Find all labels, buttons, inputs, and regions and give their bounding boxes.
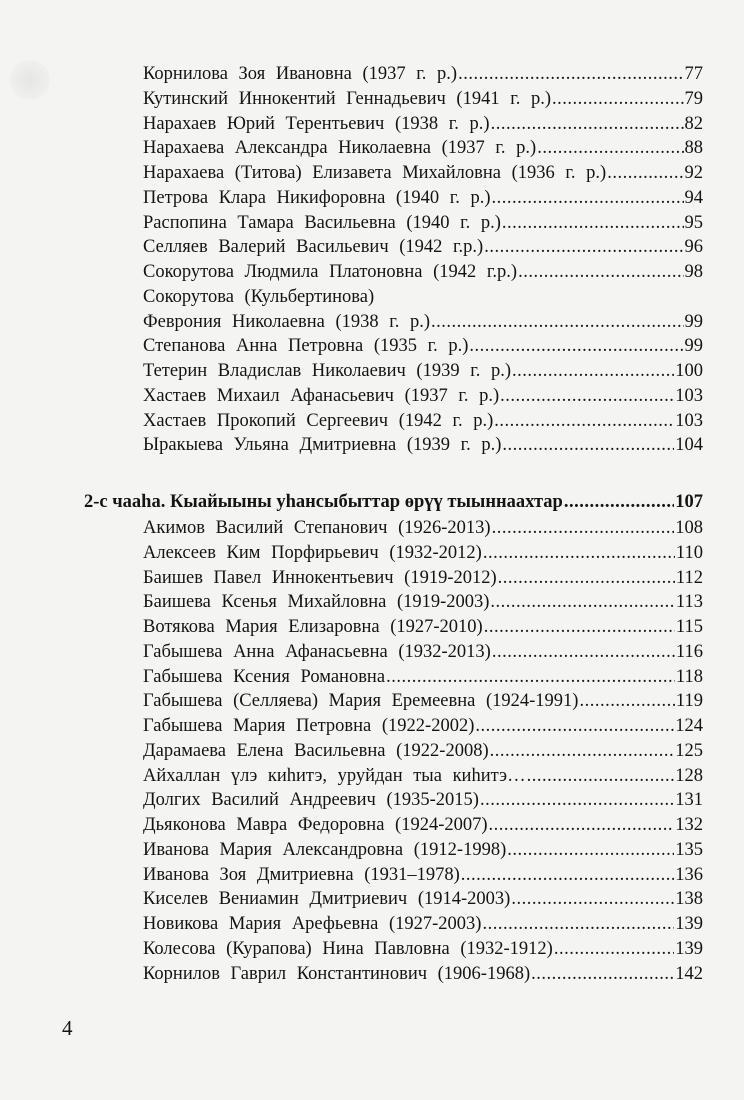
dot-leader: [518, 260, 683, 284]
toc-entry-page: 94: [684, 187, 703, 208]
dot-leader: [484, 235, 683, 259]
toc-entry: [143, 136, 703, 160]
toc-entry-page: 104: [675, 435, 703, 456]
toc-entry-page: 116: [675, 641, 703, 662]
toc-entry-page: 79: [684, 88, 703, 109]
toc-entry-page: 115: [675, 617, 703, 637]
toc-entry-page: 95: [684, 212, 703, 233]
toc-entry-title: Сокорутова Людмила Платоновна (1942 г.р.): [143, 262, 518, 282]
toc-entry: [143, 689, 703, 713]
toc-entry-page: 99: [684, 311, 703, 332]
dot-leader: [458, 62, 683, 86]
toc-entry-page: 77: [684, 64, 703, 84]
toc-entry: [143, 285, 703, 309]
toc-entry-page: 142: [675, 963, 703, 984]
dot-leader: [554, 937, 674, 961]
toc-entry: [143, 912, 703, 936]
toc-entry-title: Селляев Валерий Васильевич (1942 г.р.): [143, 237, 484, 258]
toc-entry: [143, 87, 703, 111]
toc-entry-page: 110: [675, 542, 703, 563]
toc-entry-page: 98: [684, 262, 703, 282]
toc-entry-page: 100: [675, 361, 703, 381]
toc-entry-title: Тетерин Владислав Николаевич (1939 г. р.): [143, 361, 511, 381]
toc-entry: [143, 334, 703, 358]
dot-leader: [480, 788, 674, 812]
toc-entry: [143, 838, 703, 862]
toc-entry-page: 112: [675, 567, 703, 588]
toc-entry-title: Акимов Василий Степанович (1926-2013): [143, 518, 491, 538]
toc-entry-title: Баишева Ксенья Михайловна (1919-2003): [143, 592, 490, 613]
toc-entry: [143, 590, 703, 614]
dot-leader: [461, 863, 674, 887]
dot-leader: [491, 112, 684, 136]
toc-entry: [143, 739, 703, 763]
toc-entry-page: 135: [675, 839, 703, 860]
toc-entry-title: Новикова Мария Арефьевна (1927-2003): [143, 914, 482, 934]
toc-entry-title: Колесова (Курапова) Нина Павловна (1932-1912): [143, 938, 553, 959]
toc-entry-page: 118: [675, 666, 703, 687]
toc-entry: [143, 566, 703, 590]
toc-entry: [143, 359, 703, 383]
toc-entry-title: Дьяконова Мавра Федоровна (1924-2007): [143, 815, 488, 835]
toc-entry: [143, 186, 703, 210]
toc-entry: [143, 384, 703, 408]
toc-entry-page: 82: [684, 113, 703, 134]
dot-leader: [607, 161, 683, 185]
toc-entry: [143, 161, 703, 185]
dot-leader: [492, 640, 675, 664]
toc-entry-title: Корнилов Гаврил Константинович (1906-1968): [143, 963, 531, 984]
dot-leader: [502, 211, 684, 235]
toc-entry-title: Иванова Зоя Дмитриевна (1931–1978): [143, 864, 460, 885]
dot-leader: [492, 186, 684, 210]
toc-entry: [143, 516, 703, 540]
toc-entry-title: Корнилова Зоя Ивановна (1937 г. р.): [143, 64, 458, 84]
toc-entry-title: Нарахаева Александра Николаевна (1937 г. р.): [143, 138, 537, 159]
toc-entry: [143, 541, 703, 565]
toc-entry-title: Баишев Павел Иннокентьевич (1919-2012): [143, 567, 497, 588]
dot-leader: [537, 136, 683, 160]
toc-entry-page: 131: [675, 790, 703, 811]
toc-entry-page: 119: [675, 691, 703, 712]
toc-entry-title: Габышева (Селляева) Мария Еремеевна (1924-1991): [143, 691, 579, 712]
dot-leader: [484, 615, 675, 639]
toc-entry-title: Нарахаева (Титова) Елизавета Михайловна (1936 г. р.): [143, 163, 607, 183]
toc-entry-page: 108: [675, 518, 703, 538]
toc-entry-page: 136: [675, 864, 703, 885]
toc-entry: [143, 235, 703, 259]
toc-entry-page: 96: [684, 237, 703, 258]
toc-entry-title: Феврония Николаевна (1938 г. р.): [143, 311, 431, 332]
toc-entry-title: Степанова Анна Петровна (1935 г. р.): [143, 336, 469, 357]
toc-entry-title: Габышева Ксения Романовна: [143, 666, 386, 687]
toc-entry: [143, 640, 703, 664]
toc-entry: [143, 260, 703, 284]
toc-entry-title: Сокорутова (Кульбертинова): [143, 286, 375, 307]
toc-entry-title: Петрова Клара Никифоровна (1940 г. р.): [143, 187, 491, 208]
dot-leader: [527, 764, 675, 788]
toc-entry-title: Алексеев Ким Порфирьевич (1932-2012): [143, 542, 482, 563]
toc-entry-title: Долгих Василий Андреевич (1935-2015): [143, 790, 479, 811]
toc-entry-title: 2-с чааһа. Кыайыыны уһансыбыттар өрүү тыыннаахтар: [84, 492, 563, 512]
dot-leader: [502, 433, 674, 457]
toc-entry-title: Габышева Мария Петровна (1922-2002): [143, 716, 475, 736]
toc-entry: [143, 764, 703, 788]
toc-entry-title: Хастаев Михаил Афанасьевич (1937 г. р.): [143, 385, 500, 406]
toc-entry: [143, 62, 703, 86]
dot-leader: [482, 912, 674, 936]
toc-entry-title: Нарахаев Юрий Терентьевич (1938 г. р.): [143, 113, 490, 134]
toc-entry-title: Габышева Анна Афанасьевна (1932-2013): [143, 641, 491, 662]
toc-entry-title: Иванова Мария Александровна (1912-1998): [143, 839, 507, 860]
toc-entry-title: Дарамаева Елена Васильевна (1922-2008): [143, 740, 489, 761]
toc-entry-title: Киселев Вениамин Дмитриевич (1914-2003): [143, 889, 511, 910]
toc-entry: [143, 409, 703, 433]
dot-leader: [469, 334, 683, 358]
toc-entry-page: 99: [684, 336, 703, 357]
dot-leader: [500, 384, 674, 408]
toc-entry-title: Распопина Тамара Васильевна (1940 г. р.): [143, 212, 501, 233]
toc-entry: [143, 211, 703, 235]
dot-leader: [511, 887, 674, 911]
toc-entry-page: 125: [675, 740, 703, 761]
toc-entry-title: Ыракыева Ульяна Дмитриевна (1939 г. р.): [143, 435, 502, 456]
toc-entry-page: 113: [675, 592, 703, 613]
toc-entry: [143, 863, 703, 887]
toc-entry: [143, 788, 703, 812]
dot-leader: [489, 813, 675, 837]
toc-entry-page: 92: [684, 163, 703, 183]
toc-entry: [143, 887, 703, 911]
dot-leader: [498, 566, 675, 590]
toc-entry-page: 132: [675, 815, 703, 835]
toc-entry: [143, 937, 703, 961]
dot-leader: [490, 590, 675, 614]
dot-leader: [564, 490, 674, 514]
toc-entry-page: 107: [675, 492, 703, 512]
dot-leader: [386, 665, 675, 689]
dot-leader: [490, 739, 675, 763]
toc-entry-page: 88: [684, 138, 703, 159]
toc-entry: [143, 112, 703, 136]
toc-entry-title: Вотякова Мария Елизаровна (1927-2010): [143, 617, 483, 637]
toc-entry-title: Хастаев Прокопий Сергеевич (1942 г. р.): [143, 410, 494, 431]
dot-leader: [431, 310, 683, 334]
toc-entry-page: 138: [675, 889, 703, 910]
toc-entry-title: Айхаллан үлэ киһитэ, уруйдан тыа киһитэ…: [143, 765, 526, 786]
toc-entry-page: 139: [675, 938, 703, 959]
toc-entry: [143, 615, 703, 639]
scan-bleed-mark: [10, 60, 50, 100]
toc-entry-page: 128: [675, 765, 703, 786]
toc-entry-title: Кутинский Иннокентий Геннадьевич (1941 г. р.): [143, 88, 551, 109]
toc-entry: [143, 714, 703, 738]
toc-entry: [143, 813, 703, 837]
dot-leader: [475, 714, 674, 738]
dot-leader: [552, 87, 684, 111]
toc-entry-page: 103: [675, 410, 703, 431]
dot-leader: [483, 541, 675, 565]
toc-entry: [143, 962, 703, 986]
toc-entry: [143, 310, 703, 334]
toc-entry-page: 124: [675, 716, 703, 736]
dot-leader: [507, 838, 674, 862]
dot-leader: [579, 689, 674, 713]
page-number: 4: [62, 1016, 73, 1040]
toc-entry: [143, 433, 703, 457]
toc-entry-page: 103: [675, 385, 703, 406]
toc-entry-page: 139: [675, 914, 703, 934]
dot-leader: [492, 516, 675, 540]
dot-leader: [494, 409, 674, 433]
dot-leader: [512, 359, 674, 383]
toc-entry: [143, 665, 703, 689]
dot-leader: [531, 962, 674, 986]
section-heading: [84, 490, 703, 514]
